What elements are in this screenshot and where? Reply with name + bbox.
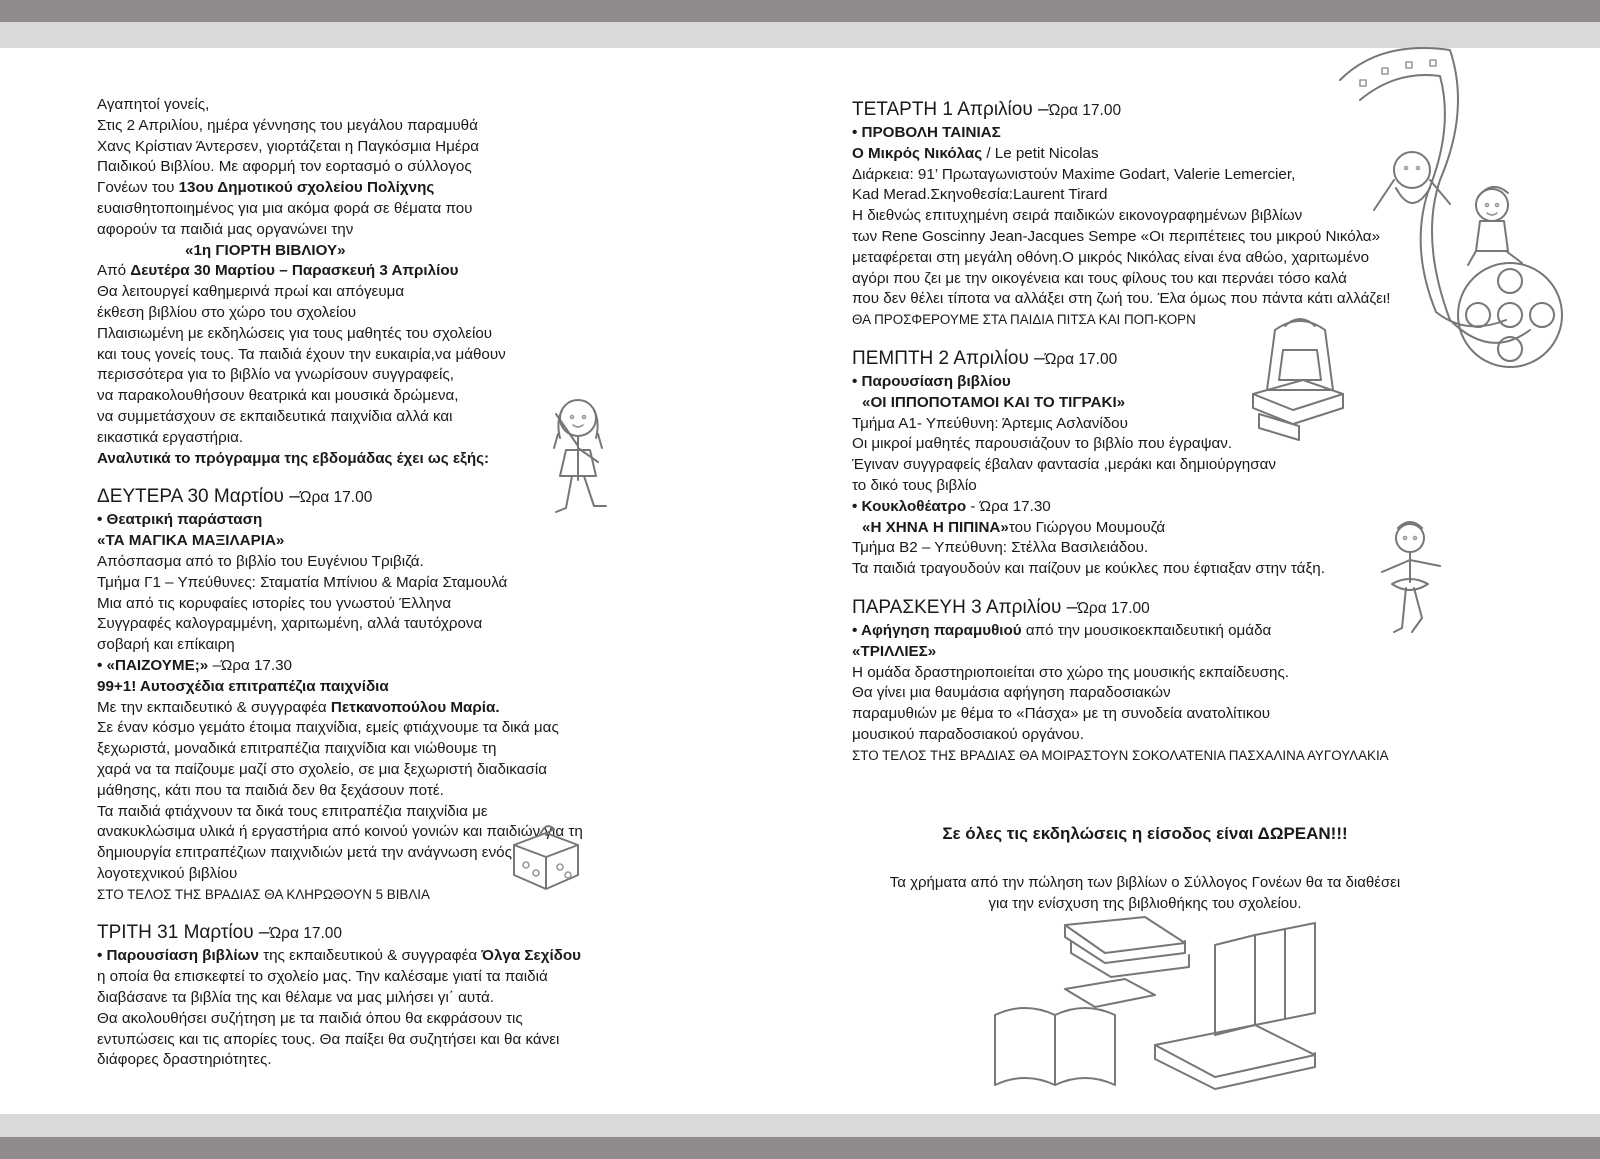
free-entry-banner: Σε όλες τις εκδηλώσεις η είσοδος είναι ΔΩΡΕΑΝ!!! bbox=[942, 824, 1348, 843]
monday-event-2: • «ΠΑΙΖΟΥΜΕ;» –Ώρα 17.30 bbox=[97, 656, 292, 674]
intro-line: αφορούν τα παιδιά μας οργανώνει την bbox=[97, 220, 354, 238]
thursday-line: Τμήμα Α1- Υπεύθυνη: Άρτεμις Ασλανίδου bbox=[852, 414, 1128, 432]
intro-line: Στις 2 Απριλίου, ημέρα γέννησης του μεγάλου παραμυθά bbox=[97, 116, 478, 134]
tuesday-line: διάφορες δραστηριότητες. bbox=[97, 1051, 272, 1069]
tuesday-heading: ΤΡΙΤΗ 31 Μαρτίου –Ώρα 17.00 bbox=[97, 922, 343, 944]
intro-line: Γονέων του 13ου Δημοτικού σχολείου Πολίχνης bbox=[97, 179, 435, 197]
description-line: Πλαισιωμένη με εκδηλώσεις για τους μαθητές του σχολείου bbox=[97, 324, 493, 342]
wednesday-line: Η διεθνώς επιτυχημένη σειρά παιδικών εικονογραφημένων βιβλίων bbox=[852, 207, 1303, 225]
program-intro: Αναλυτικά το πρόγραμμα της εβδομάδας έχει ως εξής: bbox=[97, 449, 490, 467]
monday-line: Με την εκπαιδευτικό & συγγραφέα Πετκανοπούλου Μαρία. bbox=[97, 698, 500, 716]
wednesday-note: ΘΑ ΠΡΟΣΦΕΡΟΥΜΕ ΣΤΑ ΠΑΙΔΙΑ ΠΙΤΣΑ ΚΑΙ ΠΟΠ-ΚΟΡΝ bbox=[852, 312, 1196, 328]
wednesday-line: που δεν θέλει τίποτα να αλλάξει στη ζωή του. Έλα όμως που πάντα κάτι αλλάζει! bbox=[852, 290, 1391, 308]
school-name: 13ου Δημοτικού σχολείου Πολίχνης bbox=[178, 179, 435, 197]
bottom-border-band bbox=[0, 1114, 1600, 1137]
description-line: να συμμετάσχουν σε εκπαιδευτικά παιχνίδια αλλά και bbox=[97, 407, 453, 425]
books-pile-icon bbox=[975, 905, 1405, 1105]
monday-event-2-title: 99+1! Αυτοσχέδια επιτραπέζια παιχνίδια bbox=[97, 677, 389, 695]
monday-event: • Θεατρική παράσταση bbox=[97, 511, 263, 529]
monday-line: Μια από τις κορυφαίες ιστορίες του γνωστού Έλληνα bbox=[97, 594, 452, 612]
monday-event-title: «ΤΑ ΜΑΓΙΚΑ ΜΑΞΙΛΑΡΙΑ» bbox=[97, 532, 285, 550]
thursday-line: Τα παιδιά τραγουδούν και παίζουν με κούκλες που έφτιαξαν στην τάξη. bbox=[852, 560, 1325, 578]
wednesday-line: μεταφέρεται στη μεγάλη οθόνη.Ο μικρός Νικόλας είναι ένα αθώο, χαριτωμένο bbox=[852, 248, 1370, 266]
thursday-line: Οι μικροί μαθητές παρουσιάζουν το βιβλίο που έγραψαν. bbox=[852, 435, 1233, 453]
wednesday-line: Διάρκεια: 91’ Πρωταγωνιστούν Maxime Godart, Valerie Lemercier, bbox=[852, 165, 1296, 183]
friday-event-title: «ΤΡΙΛΛΙΕΣ» bbox=[852, 642, 937, 660]
tuesday-line: η οποία θα επισκεφτεί το σχολείο μας. Την καλέσαμε γιατί τα παιδιά bbox=[97, 968, 548, 986]
monday-line: ανακυκλώσιμα υλικά ή εργαστήρια από κοινού γονιών και παιδιών για τη bbox=[97, 823, 583, 841]
wednesday-line: των Rene Goscinny Jean-Jacques Sempe «Οι περιπέτειες του μικρού Νικόλα» bbox=[852, 227, 1381, 245]
thursday-line: Τμήμα Β2 – Υπεύθυνη: Στέλλα Βασιλειάδου. bbox=[852, 539, 1149, 557]
friday-line: παραμυθιών με θέμα το «Πάσχα» με τη συνοδεία ανατολίτικου bbox=[852, 705, 1271, 723]
monday-line: χαρά να τα παίζουμε μαζί στο σχολείο, σε μια ξεχωριστή διαδικασία bbox=[97, 760, 548, 778]
monday-note: ΣΤΟ ΤΕΛΟΣ ΤΗΣ ΒΡΑΔΙΑΣ ΘΑ ΚΛΗΡΩΘΟΥΝ 5 ΒΙΒΛΙΑ bbox=[97, 886, 430, 902]
monday-line: δημιουργία επιτραπέζιων παιχνιδιών μετά την ανάγνωση ενός bbox=[97, 844, 512, 862]
girl-drawing-icon bbox=[530, 390, 620, 520]
backpack-books-icon bbox=[1245, 310, 1360, 445]
description-line: να παρακολουθήσουν θεατρικά και μουσικά δρώμενα, bbox=[97, 387, 459, 405]
monday-line: Τα παιδιά φτιάχνουν τα δικά τους επιτραπέζια παιχνίδια με bbox=[97, 802, 488, 820]
wednesday-line: Kad Merad.Σκηνοθεσία:Laurent Tirard bbox=[852, 186, 1108, 204]
thursday-event-title: «ΟΙ ΙΠΠΟΠΟΤΑΜΟΙ ΚΑΙ ΤΟ ΤΙΓΡΑΚΙ» bbox=[862, 393, 1126, 411]
intro-line: Χανς Κρίστιαν Άντερσεν, γιορτάζεται η Παγκόσμια Ημέρα bbox=[97, 137, 480, 155]
monday-line: ξεχωριστά, μοναδικά επιτραπέζια παιχνίδια και νιώθουμε τη bbox=[97, 740, 497, 758]
kids-on-film-reel-icon bbox=[1440, 175, 1570, 405]
monday-line: Απόσπασμα από το βιβλίο του Ευγένιου Τριβιζά. bbox=[97, 552, 424, 570]
thursday-line: το δικό τους βιβλίο bbox=[852, 476, 977, 494]
description-line: και τους γονείς τους. Τα παιδιά έχουν την ευκαιρία,να μάθουν bbox=[97, 345, 506, 363]
monday-line: μάθησης, κάτι που τα παιδιά δεν θα ξεχάσουν ποτέ. bbox=[97, 781, 444, 799]
monday-line: σοβαρή και επίκαιρη bbox=[97, 636, 235, 654]
monday-line: Τμήμα Γ1 – Υπεύθυνες: Σταματία Μπίνιου & Μαρία Σταμουλά bbox=[97, 573, 508, 591]
gift-box-icon bbox=[506, 815, 586, 895]
tuesday-event: • Παρουσίαση βιβλίων της εκπαιδευτικού & συγγραφέα Όλγα Σεχίδου bbox=[97, 947, 582, 965]
wednesday-event: • ΠΡΟΒΟΛΗ ΤΑΙΝΙΑΣ bbox=[852, 124, 1001, 141]
friday-heading: ΠΑΡΑΣΚΕΥΗ 3 Απριλίου –Ώρα 17.00 bbox=[852, 596, 1150, 618]
description-line: εικαστικά εργαστήρια. bbox=[97, 428, 244, 446]
thursday-event: • Παρουσίαση βιβλίου bbox=[852, 372, 1011, 390]
greeting: Αγαπητοί γονείς, bbox=[97, 96, 210, 113]
description-line: Θα λειτουργεί καθημερινά πρωί και απόγευμα bbox=[97, 283, 405, 301]
friday-note: ΣΤΟ ΤΕΛΟΣ ΤΗΣ ΒΡΑΔΙΑΣ ΘΑ ΜΟΙΡΑΣΤΟΥΝ ΣΟΚΟΛΑΤΕΝΙΑ ΠΑΣΧΑΛΙΝΑ ΑΥΓΟΥΛΑΚΙΑ bbox=[852, 747, 1389, 763]
thursday-event-2-title: «Η ΧΗΝΑ Η ΠΙΠΙΝΑ»του Γιώργου Μουμουζά bbox=[862, 518, 1166, 536]
thursday-line: Έγιναν συγγραφείς έβαλαν φαντασία ,μεράκι και δημιούργησαν bbox=[852, 456, 1276, 474]
bottom-border-bar bbox=[0, 1137, 1600, 1159]
film-title: Ο Μικρός Νικόλας / Le petit Nicolas bbox=[852, 144, 1099, 162]
thursday-event-2: • Κουκλοθέατρο - Ώρα 17.30 bbox=[852, 497, 1051, 515]
thursday-heading: ΠΕΜΠΤΗ 2 Απριλίου –Ώρα 17.00 bbox=[852, 347, 1118, 369]
intro-line: Παιδικού Βιβλίου. Με αφορμή τον εορτασμό ο σύλλογος bbox=[97, 158, 472, 176]
friday-line: Η ομάδα δραστηριοποιείται στο χώρο της μουσικής εκπαίδευσης. bbox=[852, 663, 1289, 681]
festival-dates: Από Δευτέρα 30 Μαρτίου – Παρασκευή 3 Απριλίου bbox=[97, 262, 459, 280]
friday-event: • Αφήγηση παραμυθιού από την μουσικοεκπαιδευτική ομάδα bbox=[852, 621, 1272, 639]
friday-line: μουσικού παραδοσιακού οργάνου. bbox=[852, 725, 1084, 743]
ballerina-icon bbox=[1370, 518, 1450, 648]
wednesday-heading: ΤΕΤΑΡΤΗ 1 Απριλίου –Ώρα 17.00 bbox=[852, 99, 1122, 120]
top-border-bar bbox=[0, 0, 1600, 22]
intro-line: ευαισθητοποιημένος για μια ακόμα φορά σε θέματα που bbox=[97, 199, 473, 217]
wednesday-line: αγόρι που ζει με την οικογένεια και τους φίλους του και περνάει τόσο καλά bbox=[852, 269, 1347, 287]
monday-line: Σε έναν κόσμο γεμάτο έτοιμα παιχνίδια, εμείς φτιάχνουμε τα δικά μας bbox=[97, 719, 559, 737]
friday-line: Θα γίνει μια θαυμάσια αφήγηση παραδοσιακών bbox=[852, 684, 1171, 702]
monday-line: λογοτεχνικού βιβλίου bbox=[97, 864, 238, 882]
tuesday-line: διαβάσανε τα βιβλία της και θέλαμε να μας μιλήσει γι΄ αυτά. bbox=[97, 989, 495, 1007]
description-line: έκθεση βιβλίου στο χώρο του σχολείου bbox=[97, 303, 357, 321]
tuesday-line: Θα ακολουθήσει συζήτηση με τα παιδιά όπου θα εκφράσουν τις bbox=[97, 1009, 523, 1027]
festival-title: «1η ΓΙΟΡΤΗ ΒΙΒΛΙΟΥ» bbox=[185, 241, 346, 259]
left-column bbox=[97, 95, 677, 1071]
tuesday-line: εντυπώσεις και τις απορίες τους. Θα παίξει θα συζητήσει και θα κάνει bbox=[97, 1030, 560, 1048]
monday-heading: ΔΕΥΤΕΡΑ 30 Μαρτίου –Ώρα 17.00 bbox=[97, 486, 373, 508]
monday-line: Συγγραφές καλογραμμένη, χαριτωμένη, αλλά ταυτόχρονα bbox=[97, 615, 483, 633]
proceeds-note: Τα χρήματα από την πώληση των βιβλίων ο Σύλλογος Γονέων θα τα διαθέσει για την ενίσχυση της βιβλιοθήκης του σχολείου. bbox=[889, 874, 1401, 912]
description-line: περισσότερα για το βιβλίο να γνωρίσουν συγγραφείς, bbox=[97, 366, 454, 384]
